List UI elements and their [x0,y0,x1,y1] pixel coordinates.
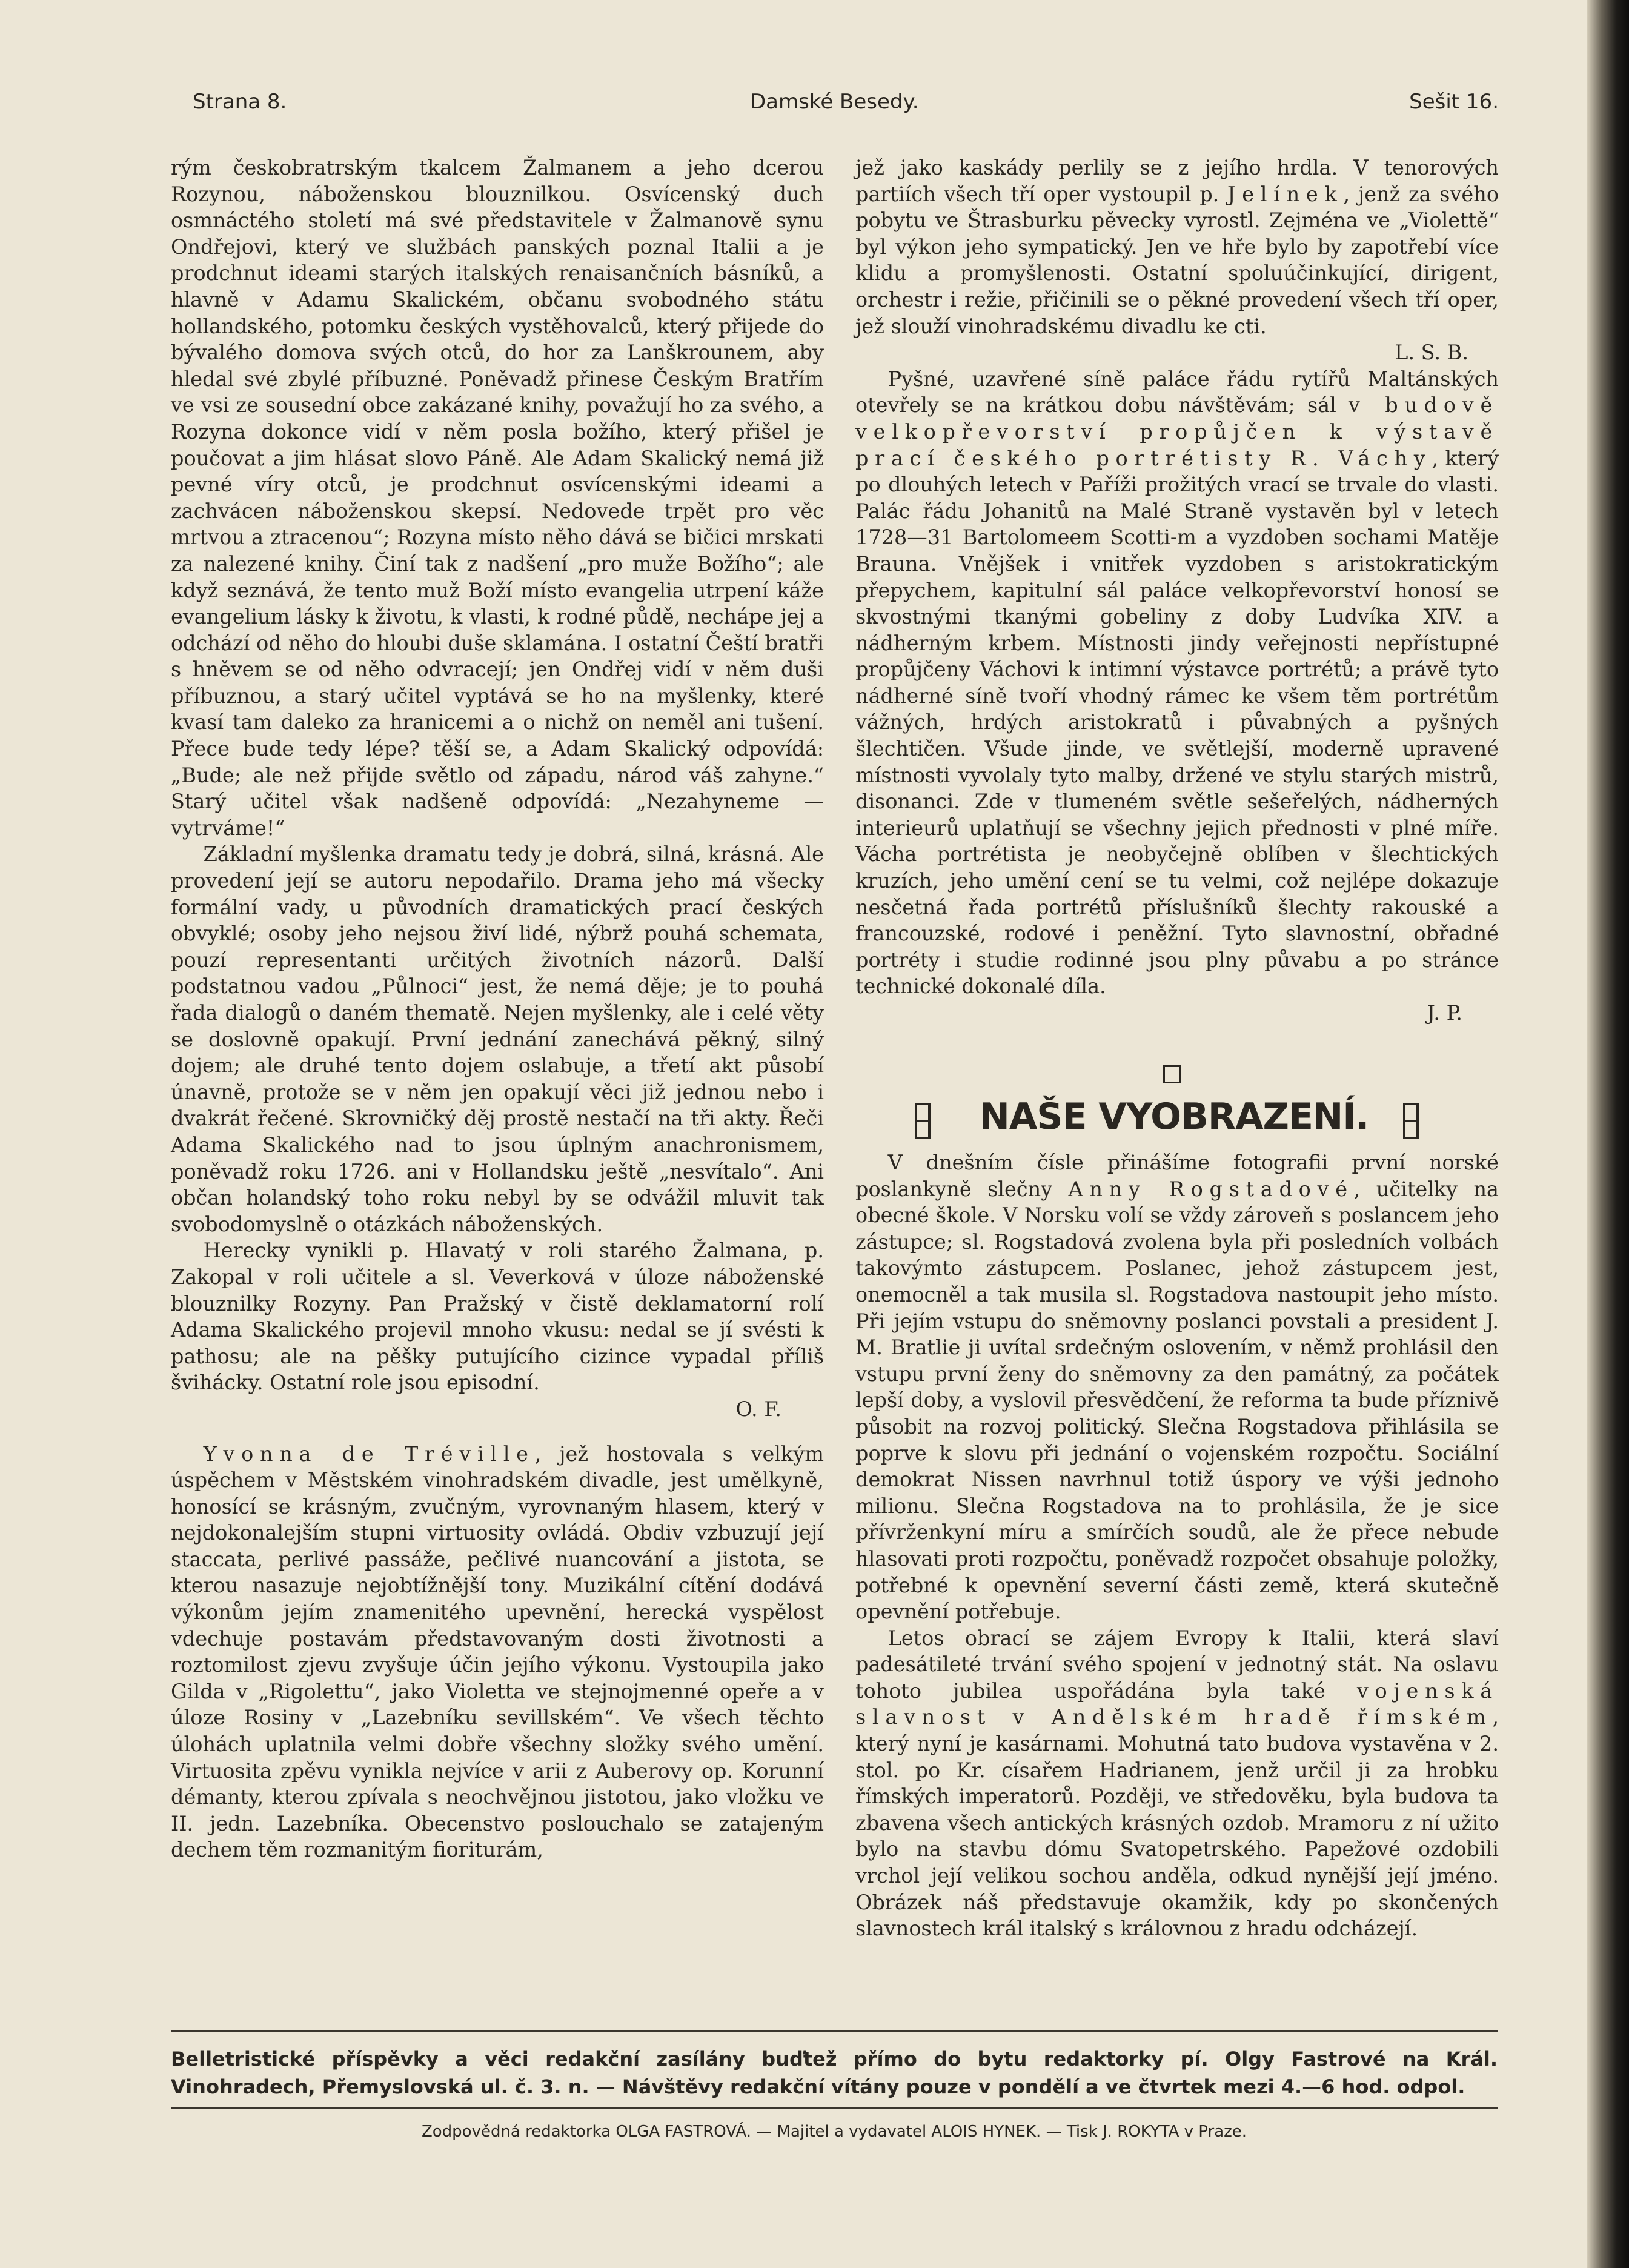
illustrations-note-norway: V dnešním čísle přinášíme fotografii první norské poslankyně slečny Anny Rogstadové, učitelky na obecné škole. V Norsku volí se vždy zároveň s poslancem jeho zástupce; sl. Rogstadová zvolena byla při posledních volbách takovýmto zástupcem. Poslanec, jehož zástupcem jest, onemocněl a tak musila sl. Rogstadova nastoupit jeho místo. Při jejím vstupu do sněmovny poslanci povstali a president J. M. Bratlie ji uvítal srdečným oslovením, v němž prohlásil den vstupu první ženy do sněmovny za den památný, za počátek lepší doby, a vyslovil přesvědčení, že reforma ta bude příznivě působit na rozvoj politický. Slečna Rogstadova přihlásila se poprve k slovu při jednání o vojenském rozpočtu. Sociální demokrat Nissen navrhnul totiž úspory ve výši jednoho milionu. Slečna Rogstadova na to prohlásila, že je sice přívrženkyní míru a smírčích soudů, ale že přece nebude hlasovati proti rozpočtu, poněvadž rozpočet obsahuje položky, potřebné k opevnění severní části země, která skutečně opevnění potřebuje. [855,1151,1499,1624]
page-edge-shadow [1587,0,1629,2268]
theatre-review-continued: rým českobratrským tkalcem Žalmanem a jeho dcerou Rozynou, náboženskou blouznilkou. Osvícenský duch osmnáctého století má své představitele v Žalmanově synu Ondřejovi, který ve službách panských poznal Italii a je prodchnut ideami starých italských renaisančních básníků, a hlavně v Adamu Skalickém, občanu svobodného státu hollandského, potomku českých vystěhovalců, který přijede do bývalého domova svých otců, do hor za Lanškrounem, aby hledal své zbylé příbuzné. Poněvadž přinese Českým Bratřím ve vsi ze sousední obce zakázané knihy, považují ho za svého, a Rozyna dokonce vidí v něm posla božího, který přišel je poučovat a jim hlásat slovo Páně. Ale Adam Skalický nemá již pevné víry otců, je prodchnut osvícenskými ideami a zachvácen náboženskou skepsí. Nedovede trpět pro věc mrtvou a ztracenou“; Rozyna místo něho dává se bičici mrskati za nalezené knihy. Činí tak z nadšení „pro muže Božího“; ale když seznává, že tento muž Boží místo evangelia utrpení káže evangelium lásky k životu, k vlasti, k rodné půdě, nechápe jej a odchází od něho do hloubi duše sklamána. I ostatní Čeští bratři s hněvem se od něho odvracejí; jen Ondřej vidí v něm duši příbuznou, a starý učitel vyptává se ho na myšlenky, které kvasí tam daleko za hranicemi a o nichž on neměl ani tušení. Přece bude tedy lépe? těší se, a Adam Skalický odpovídá: „Bude; ale než přijde světlo od západu, národ váš zahyne.“ Starý učitel však nadšeně odpovídá: „Nezahyneme — vytrváme!“ [171,156,824,840]
right-column-lower [855,1149,1499,1942]
magazine-title: Damské Besedy. [750,90,919,114]
right-column [855,155,1499,1026]
footer-top-rule [171,2030,1498,2032]
section-divider-square [1163,1065,1181,1083]
tenor-name: Jelínek [1227,182,1344,206]
exhibition-spaced-text: v budově velkopřevorství propůjčen k výstavě prací českého portrétisty R. Váchy [855,393,1499,470]
exhibition-report: Pyšné, uzavřené síně paláce řádu rytířů Maltánských otevřely se na krátkou dobu návštěvám; sál v budově velkopřevorství propůjčen k výstavě prací českého portrétisty R. Váchy, který po dlouhých letech v Paříži prožitých vrací se trvale do vlasti. Palác řádu Johanitů na Malé Straně vystavěn byl v letech 1728—31 Bartolomeem Scotti-m a vyzdoben sochami Matěje Brauna. Vnějšek i vnitřek vyzdoben s aristokratickým přepychem, kapitulní sál paláce velkopřevorství honosí se skvostnými tkanými gobeliny z doby Ludvíka XIV. a nádherným krbem. Místnosti jindy veřejnosti nepřístupné propůjčeny Váchovi k intimní výstavce portrétů; a právě tyto nádherné síně tvoří vhodný rámec ke všem těm portrétům vážných, hrdých aristokratů i půvabných a pyšných šlechtičen. Všude jinde, ve světlejší, moderně upravené místnosti vyvolaly tyto malby, držené ve stylu starých mistrů, disonanci. Zde v tlumeném světle sešeřelých, nádherných interieurů uplatňují se všechny jejich přednosti v plné míře. Vácha portrétista je neobyčejně oblíben v šlechtických kruzích, jeho umění cení se tu velmi, což nejlépe dokazuje nesčetná řada portrétů příslušníků šlechty rakouské a francouzské, rodové i peněžní. Tyto slavnostní, obřadné portréty i studie rodinné jsou plny půvabu a po stránce technické dokonalé díla. [855,367,1499,999]
celebration-spaced-text: vojenská slavnost v Andělském hradě římském [855,1678,1499,1729]
opera-review-continued: jež jako kaskády perlily se z jejího hrdla. V tenorových partiích všech tří oper vystoupil p. Jelínek, jenž za svého pobytu ve Štrasburku pěvecky vyrostl. Zejména ve „Violettě“ byl výkon jeho sympatický. Jen ve hře bylo by zapotřebí více klidu a promyšlenosti. Ostatní spoluúčinkující, dirigent, orchestr i režie, přičinili se o pěkné provedení všech tří oper, jež slouží vinohradskému divadlu ke cti. [855,156,1499,338]
signature-of: O. F. [735,1397,781,1421]
issue-number: Sešit 16. [1409,90,1499,114]
theatre-review-critique: Základní myšlenka dramatu tedy je dobrá, silná, krásná. Ale provedení její se autoru nepodařilo. Drama jeho má všecky formální vady, u původních dramatických prací českých obvyklé; osoby jeho nejsou živí lidé, nýbrž pouhá schemata, pouzí representanti určitých životních názorů. Další podstatnou vadou „Půlnoci“ jest, že nemá děje; je to pouhá řada dialogů o daném thematě. Nejen myšlenky, ale i celé věty se doslovně opakují. První jednání zanechává pěkný, silný dojem; ale druhé tento dojem oslabuje, a třetí akt působí únavně, protože se v něm jen opakují věci již jednou nebo i dvakrát řečené. Skrovničký děj prostě nestačí na tři akty. Řeči Adama Skalického nad to jsou úplným anachronismem, poněvadž roku 1726. ani v Hollandsku ještě „nesvítalo“. Ani občan holandský toho roku nebyl by se odvážil mluvit tak svobodomyslně o otázkách náboženských. [171,842,824,1236]
mp-name: Anny Rogstadové [1068,1177,1354,1201]
singer-name: Yvonna de Tréville [203,1442,535,1466]
illustrations-note-italy: Letos obrací se zájem Evropy k Italii, která slaví padesátileté trvání svého spojení v jednotný stát. Na oslavu tohoto jubilea uspořádána byla také vojenská slavnost v Andělském hradě římském, který nyní je kasárnami. Mohutná tato budova vystavěna v 2. stol. po Kr. císařem Hadrianem, jenž určil ji za hrobku římských imperatorů. Později, ve středověku, byla budova ta zbavena všech antických krásných ozdob. Mramoru z ní užito bylo na stavbu dómu Svatopetrského. Papežové ozdobili vrchol její velikou sochou anděla, odkud nynější její jméno. Obrázek náš představuje okamžik, kdy po skončených slavnostech král italský s královnou z hradu odcházejí. [855,1626,1499,1941]
section-heading: NAŠE VYOBRAZENÍ. [907,1096,1441,1144]
footer-middle-rule [171,2107,1498,2109]
page-header [193,90,1499,126]
editorial-notice: Belletristické příspěvky a věci redakční zasílány buďtež přímo do bytu redaktorky pí. Olgy Fastrové na Král. Vinohradech, Přemyslovská ul. č. 3. n. — Návštěvy redakční vítány pouze v pondělí a ve čtvrtek mezi 4.—6 hod. odpol. [171,2047,1498,2098]
ornament-right [1403,1103,1419,1139]
imprint-line: Zodpovědná redaktorka OLGA FASTROVÁ. — Majitel a vydavatel ALOIS HYNEK. — Tisk J. ROKYTA v Praze. [421,2123,1247,2141]
ornament-left [915,1103,931,1139]
page-number: Strana 8. [193,90,287,114]
theatre-review-cast: Herecky vynikli p. Hlavatý v roli starého Žalmana, p. Zakopal v roli učitele a sl. Veverková v úloze náboženské blouznilky Rozyny. Pan Pražský v čistě deklamatorní rolí Adama Skalického projevil mnoho vkusu: nedal se jí svésti k pathosu; ale na pěšky putujícího cizince vypadal příliš švihácky. Ostatní role jsou episodní. [171,1239,824,1395]
opera-review: Yvonna de Tréville, jež hostovala s velkým úspěchem v Městském vinohradském divadle, jest umělkyně, honosící se krásným, zvučným, vyrovnaným hlasem, který v nejdokonalejším stupni virtuosity ovládá. Obdiv vzbuzují její staccata, perlivé passáže, pečlivé nuancování a jistota, se kterou nasazuje nejobtížnější tony. Muzikální cítění dodává výkonům jejím znamenitého upevnění, herecká vyspělost vdechuje postavám představovaným dosti životnosti a roztomilost zjevu zvyšuje účin jejího výkonu. Vystoupila jako Gilda v „Rigolettu“, jako Violetta ve stejnojmenné opeře a v úloze Rosiny v „Lazebníku sevillském“. Ve všech těchto úlohách uplatnila velmi dobře všechny složky svého umění. Virtuosita zpěvu vynikla nejvíce v arii z Auberovy op. Korunní démanty, kterou zpívala s neochvějnou jistotou, jako vložku ve II. jedn. Lazebníka. Obecenstvo poslouchalo se zatajeným dechem těm rozmanitým fioriturám, [171,1442,824,1862]
left-column [171,155,824,1863]
signature-jp: J. P. [1427,1001,1462,1025]
signature-lsb: L. S. B. [1395,341,1468,365]
